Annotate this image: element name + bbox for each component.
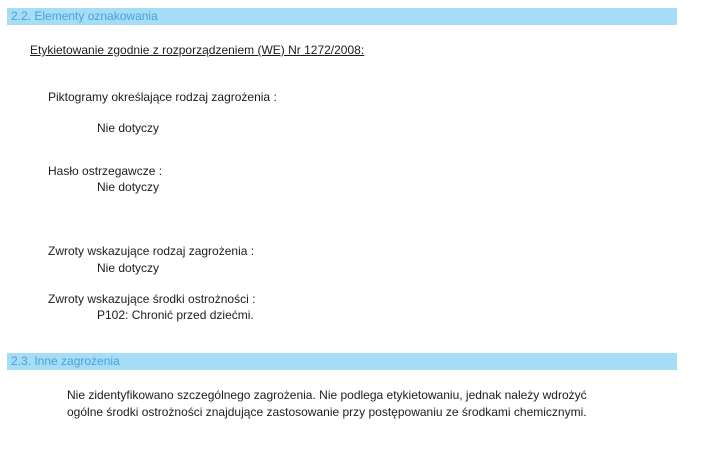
field-label-pictograms: Piktogramy określające rodzaj zagrożenia :: [48, 90, 277, 104]
section-header-elementy-oznakowania: [7, 8, 677, 25]
field-label-hazard-statements: Zwroty wskazujące rodzaj zagrożenia :: [48, 244, 255, 258]
regulation-heading: Etykietowanie zgodnie z rozporządzeniem (WE) Nr 1272/2008:: [30, 43, 365, 57]
field-label-precautionary-statements: Zwroty wskazujące środki ostrożności :: [48, 292, 256, 306]
field-value-hazard-statements: Nie dotyczy: [97, 261, 160, 275]
section-header-label: 2.2. Elementy oznakowania: [11, 9, 158, 23]
other-hazards-text: Nie zidentyfikowano szczególnego zagrożenia. Nie podlega etykietowaniu, jednak należy wdrożyć ogólne środki ostrożności znajdujące zastosowanie przy postępowaniu ze środkami chemicznymi.: [67, 388, 587, 419]
field-label-signal-word: Hasło ostrzegawcze :: [48, 164, 163, 178]
field-value-precautionary-statements: P102: Chronić przed dziećmi.: [97, 308, 254, 322]
section-header-label: 2.3. Inne zagrożenia: [11, 354, 120, 368]
field-value-pictograms: Nie dotyczy: [97, 121, 160, 135]
field-value-signal-word: Nie dotyczy: [97, 180, 160, 194]
section-header-inne-zagrozenia: [7, 353, 677, 370]
